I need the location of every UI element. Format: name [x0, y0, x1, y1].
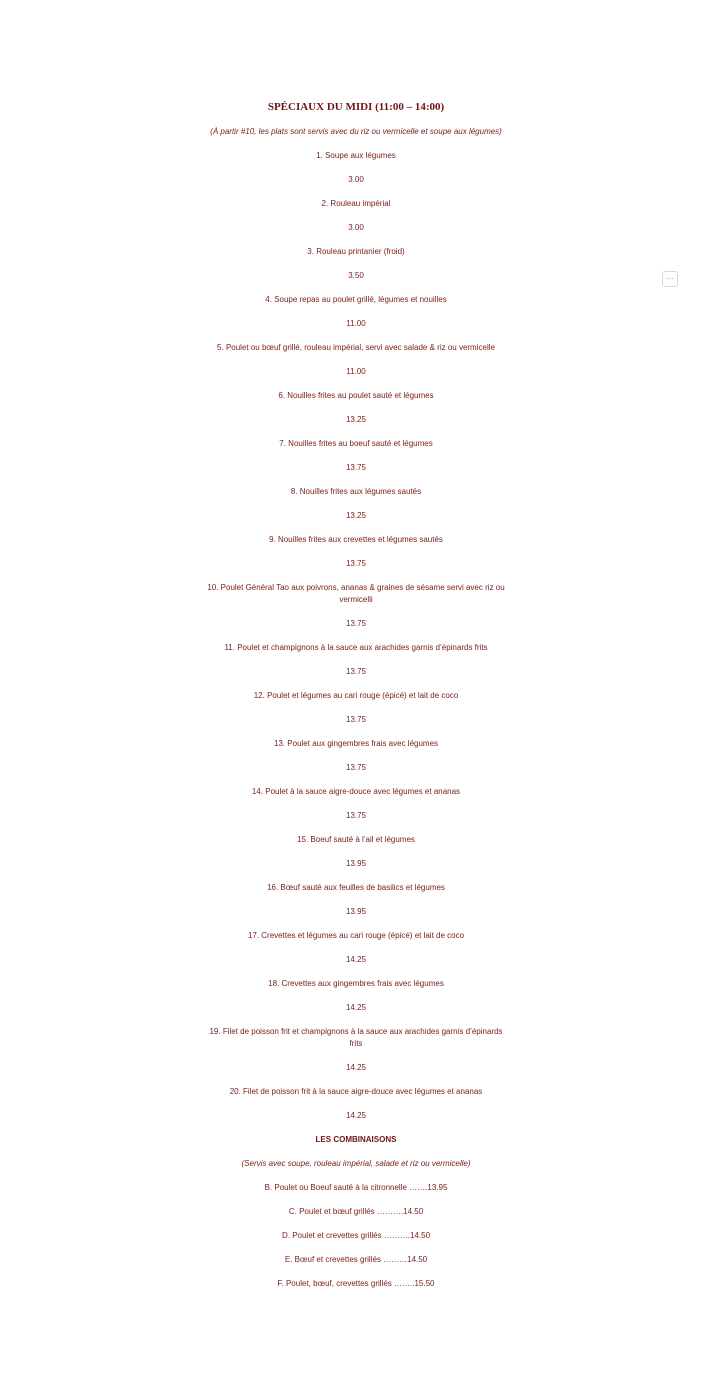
item-name: 9. Nouilles frites aux crevettes et légumes sautés [269, 535, 443, 544]
combo-item: B. Poulet ou Boeuf sauté à la citronnelle …….13.95 [264, 1183, 448, 1192]
item-name: 3. Rouleau printanier (froid) [307, 247, 405, 256]
item-price: 11.00 [346, 367, 366, 376]
item-price: 13.95 [345, 859, 367, 868]
item-price: 13.75 [345, 763, 367, 772]
item-name: 16. Bœuf sauté aux feuilles de basilics et légumes [267, 883, 445, 892]
item-name: 13. Poulet aux gingembres frais avec légumes [273, 739, 439, 748]
combos-note: (Servis avec soupe, rouleau impérial, salade et riz ou vermicelle) [241, 1159, 471, 1168]
item-price: 3.00 [348, 223, 364, 232]
item-name: 5. Poulet ou bœuf grillé, rouleau impérial, servi avec salade & riz ou vermicelle [217, 343, 495, 352]
combo-item: E. Bœuf et crevettes grillés ………14.50 [284, 1255, 428, 1264]
item-price: 14.25 [345, 955, 367, 964]
item-price: 13.75 [345, 715, 367, 724]
item-name: 11. Poulet et champignons à la sauce aux arachides garnis d’épinards frits [224, 643, 488, 652]
page-title: SPÉCIAUX DU MIDI (11:00 – 14:00) [267, 101, 445, 113]
item-price: 13.75 [345, 811, 367, 820]
item-name: 15. Boeuf sauté à l’ail et légumes [297, 835, 415, 844]
item-price: 13.75 [345, 559, 367, 568]
item-price: 13.95 [345, 907, 367, 916]
item-price: 13.75 [345, 463, 367, 472]
item-name: 20. Filet de poisson frit à la sauce aigre-douce avec légumes et ananas [229, 1087, 483, 1096]
combos-heading: LES COMBINAISONS [315, 1135, 397, 1144]
item-price: 14.25 [345, 1003, 367, 1012]
item-name: 2. Rouleau impérial [321, 199, 391, 208]
item-price: 13.75 [345, 619, 367, 628]
combo-item: C. Poulet et bœuf grillés ……….14.50 [288, 1207, 424, 1216]
item-price: 14.25 [345, 1063, 367, 1072]
item-name: 14. Poulet à la sauce aigre-douce avec légumes et ananas [251, 787, 461, 796]
item-name: 18. Crevettes aux gingembres frais avec légumes [268, 979, 444, 988]
item-name: 6. Nouilles frites au poulet sauté et légumes [278, 391, 434, 400]
item-price: 13.25 [345, 511, 367, 520]
item-price: 3.50 [348, 271, 364, 280]
item-price: 11.00 [346, 319, 366, 328]
item-price: 3.00 [348, 175, 364, 184]
item-name: 1. Soupe aux légumes [316, 151, 396, 160]
combo-item: F. Poulet, bœuf, crevettes grillés ……..15.50 [277, 1279, 435, 1288]
item-name: 10. Poulet Général Tao aux poivrons, ananas & graines de sésame servi avec riz ou vermicelli [207, 583, 505, 604]
item-name: 12. Poulet et légumes au cari rouge (épicé) et lait de coco [253, 691, 459, 700]
item-price: 14.25 [345, 1111, 367, 1120]
item-name: 4. Soupe repas au poulet grillé, légumes et nouilles [265, 295, 447, 304]
item-name: 17. Crevettes et légumes au cari rouge (épicé) et lait de coco [247, 931, 465, 940]
item-name: 8. Nouilles frites aux légumes sautés [290, 487, 422, 496]
item-name: 19. Filet de poisson frit et champignons à la sauce aux arachides garnis d’épinards frits [209, 1027, 503, 1048]
more-options-button[interactable] [662, 271, 678, 287]
menu-note: (À partir #10, les plats sont servis avec du riz ou vermicelle et soupe aux légumes) [210, 127, 502, 136]
combo-item: D. Poulet et crevettes grillés ……….14.50 [281, 1231, 431, 1240]
item-price: 13.25 [345, 415, 367, 424]
item-price: 13.75 [345, 667, 367, 676]
item-name: 7. Nouilles frites au boeuf sauté et légumes [279, 439, 433, 448]
more-horizontal-icon: ··· [666, 274, 674, 283]
